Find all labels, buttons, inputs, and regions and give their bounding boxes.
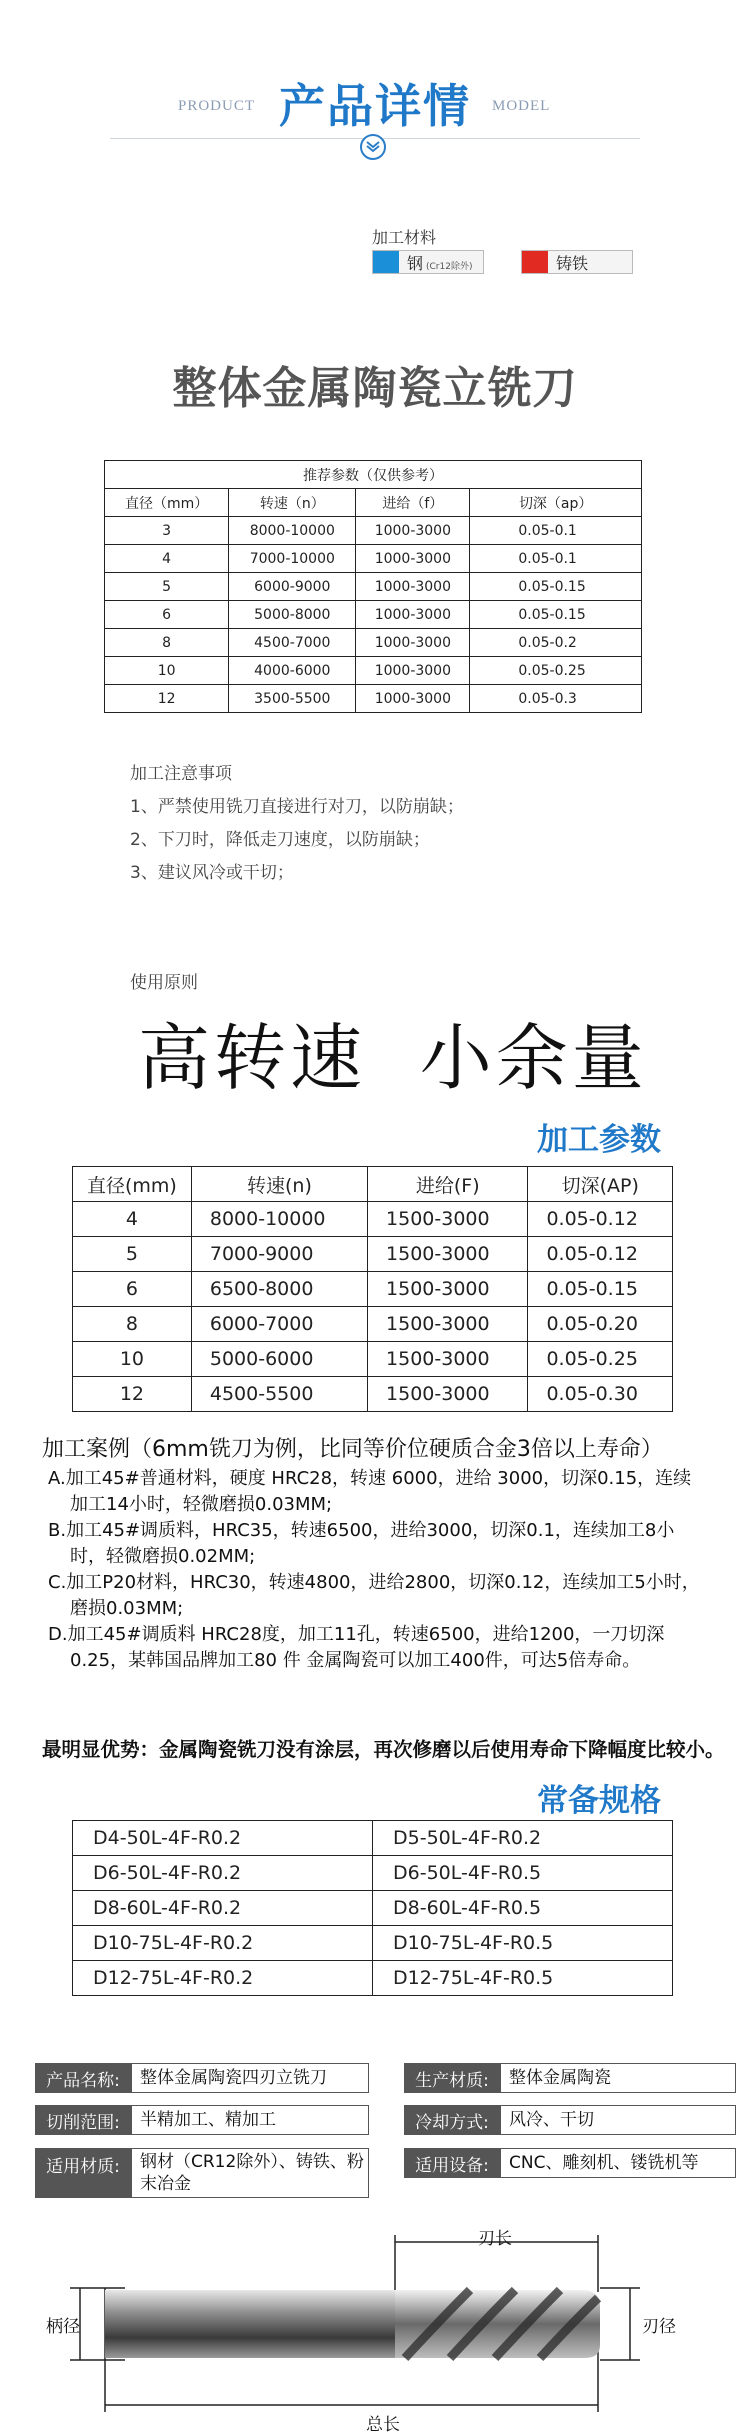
col-header: 转速（n）: [229, 489, 356, 517]
cell: 5: [105, 573, 229, 601]
cell: 0.05-0.20: [528, 1307, 673, 1342]
cell: 1500-3000: [368, 1307, 528, 1342]
note-item: 1、严禁使用铣刀直接进行对刀，以防崩缺；: [130, 797, 464, 817]
notes-block: [130, 758, 464, 890]
cell: 1000-3000: [356, 629, 470, 657]
cell: 6000-7000: [191, 1307, 367, 1342]
chevron-down-icon: [360, 134, 386, 160]
table-row: [105, 629, 642, 657]
table-row: [73, 1926, 673, 1961]
table-row: [105, 601, 642, 629]
blade-length-label: 刃长: [478, 2229, 512, 2249]
table-row: [105, 657, 642, 685]
cell: 1500-3000: [368, 1342, 528, 1377]
table-header-row: [105, 489, 642, 517]
material-chip-cast-iron: [521, 250, 633, 274]
params-table: [72, 1166, 673, 1412]
principle-label: 使用原则: [130, 973, 198, 993]
cell: D8-60L-4F-R0.5: [373, 1891, 673, 1926]
info-cooling: [404, 2105, 736, 2135]
cell: D10-75L-4F-R0.2: [73, 1926, 373, 1961]
blade-dia-label: 刃径: [642, 2317, 676, 2337]
info-value: 整体金属陶瓷: [500, 2063, 736, 2093]
steel-swatch: [373, 251, 399, 273]
cell: 1500-3000: [368, 1272, 528, 1307]
table-row: [73, 1307, 673, 1342]
case-item: C.加工P20材料，HRC30，转速4800，进给2800，切深0.12，连续加工5小时，磨损0.03MM;: [48, 1572, 700, 1619]
cell: 0.05-0.15: [528, 1272, 673, 1307]
cell: D12-75L-4F-R0.5: [373, 1961, 673, 1996]
shank-dia-label: 柄径: [46, 2317, 80, 2337]
col-header: 直径（mm）: [105, 489, 229, 517]
cell: 0.05-0.15: [470, 601, 642, 629]
cell: D6-50L-4F-R0.2: [73, 1856, 373, 1891]
cell: 8000-10000: [191, 1202, 367, 1237]
cell: 0.05-0.12: [528, 1202, 673, 1237]
cell: 0.05-0.1: [470, 517, 642, 545]
info-key: 适用材质:: [35, 2148, 131, 2198]
cell: 5000-6000: [191, 1342, 367, 1377]
col-header: 切深（ap）: [470, 489, 642, 517]
cell: 0.05-0.12: [528, 1237, 673, 1272]
info-equipment: [404, 2148, 736, 2178]
cell: 0.05-0.30: [528, 1377, 673, 1412]
cell: 8: [73, 1307, 192, 1342]
end-mill-diagram: [0, 2210, 750, 2433]
cell: 8: [105, 629, 229, 657]
cell: 1000-3000: [356, 657, 470, 685]
cell: 6500-8000: [191, 1272, 367, 1307]
cell: 3: [105, 517, 229, 545]
info-value: 风冷、干切: [500, 2105, 736, 2135]
note-item: 2、下刀时，降低走刀速度，以防崩缺；: [130, 830, 430, 850]
cell: 0.05-0.25: [470, 657, 642, 685]
table-row: [73, 1272, 673, 1307]
info-cutting-range: [35, 2105, 369, 2135]
table-row: [105, 545, 642, 573]
table-row: [73, 1856, 673, 1891]
info-suitable-material: [35, 2148, 369, 2198]
header-en-left: PRODUCT: [178, 98, 256, 114]
info-product-name: [35, 2063, 369, 2093]
cell: 5000-8000: [229, 601, 356, 629]
product-title: 整体金属陶瓷立铣刀: [172, 363, 578, 414]
specs-table: [72, 1820, 673, 1996]
material-label: 铸铁: [556, 253, 589, 273]
info-value: CNC、雕刻机、镂铣机等: [500, 2148, 736, 2178]
cell: 7000-10000: [229, 545, 356, 573]
cell: 0.05-0.1: [470, 545, 642, 573]
info-value: 半精加工、精加工: [131, 2105, 369, 2135]
cell: D10-75L-4F-R0.5: [373, 1926, 673, 1961]
case-item: B.加工45#调质料，HRC35，转速6500，进给3000，切深0.1，连续加工8小时，轻微磨损0.02MM;: [48, 1520, 675, 1567]
col-header: 进给（f）: [356, 489, 470, 517]
cell: 1000-3000: [356, 685, 470, 713]
specs-title: 常备规格: [537, 1783, 661, 1819]
table-row: [73, 1202, 673, 1237]
col-header: 进给(F): [368, 1167, 528, 1202]
cell: 4: [73, 1202, 192, 1237]
cell: 8000-10000: [229, 517, 356, 545]
cast-iron-swatch: [522, 251, 548, 273]
table-row: [73, 1342, 673, 1377]
col-header: 直径(mm): [73, 1167, 192, 1202]
table-row: [73, 1377, 673, 1412]
cell: 0.05-0.3: [470, 685, 642, 713]
info-key: 切削范围:: [35, 2105, 131, 2135]
info-key: 冷却方式:: [404, 2105, 500, 2135]
cell: 0.05-0.25: [528, 1342, 673, 1377]
cell: 5: [73, 1237, 192, 1272]
table-header-row: [73, 1167, 673, 1202]
case-item: A.加工45#普通材料，硬度 HRC28，转速 6000，进给 3000，切深0.15，连续加工14小时，轻微磨损0.03MM;: [48, 1468, 692, 1515]
info-key: 生产材质:: [404, 2063, 500, 2093]
cell: 6: [73, 1272, 192, 1307]
cell: 12: [105, 685, 229, 713]
cell: 4: [105, 545, 229, 573]
total-length-label: 总长: [366, 2415, 400, 2435]
col-header: 切深(AP): [528, 1167, 673, 1202]
header-en-right: MODEL: [492, 98, 551, 114]
info-key: 产品名称:: [35, 2063, 131, 2093]
material-label: 钢: [407, 253, 424, 273]
params-title: 加工参数: [537, 1122, 661, 1158]
cell: 7000-9000: [191, 1237, 367, 1272]
cell: 1000-3000: [356, 545, 470, 573]
cell: 1500-3000: [368, 1237, 528, 1272]
cell: 12: [73, 1377, 192, 1412]
cell: 10: [73, 1342, 192, 1377]
note-item: 3、建议风冷或干切；: [130, 863, 294, 883]
info-value: 整体金属陶瓷四刃立铣刀: [131, 2063, 369, 2093]
cell: D6-50L-4F-R0.5: [373, 1856, 673, 1891]
principle-slogan: 高转速 小余量: [138, 1016, 648, 1100]
cell: 0.05-0.2: [470, 629, 642, 657]
col-header: 转速(n): [191, 1167, 367, 1202]
cell: D8-60L-4F-R0.2: [73, 1891, 373, 1926]
table-row: [73, 1891, 673, 1926]
recommend-params-table: [104, 460, 642, 713]
info-key: 适用设备:: [404, 2148, 500, 2178]
cases-list: [48, 1466, 708, 1674]
cell: 1000-3000: [356, 573, 470, 601]
table-row: [73, 1821, 673, 1856]
cell: 1500-3000: [368, 1202, 528, 1237]
advantage-text: 最明显优势：金属陶瓷铣刀没有涂层，再次修磨以后使用寿命下降幅度比较小。: [42, 1738, 725, 1761]
cell: 3500-5500: [229, 685, 356, 713]
table-row: [73, 1961, 673, 1996]
cell: 6: [105, 601, 229, 629]
cell: 4000-6000: [229, 657, 356, 685]
cell: D5-50L-4F-R0.2: [373, 1821, 673, 1856]
table-caption-row: [105, 461, 642, 489]
cases-title: 加工案例（6mm铣刀为例，比同等价位硬质合金3倍以上寿命）: [42, 1437, 663, 1462]
cell: 4500-7000: [229, 629, 356, 657]
info-material: [404, 2063, 736, 2093]
table-row: [73, 1237, 673, 1272]
cell: 0.05-0.15: [470, 573, 642, 601]
cell: D4-50L-4F-R0.2: [73, 1821, 373, 1856]
cell: 1000-3000: [356, 601, 470, 629]
materials-title: 加工材料: [372, 228, 437, 247]
cell: 1000-3000: [356, 517, 470, 545]
cell: 1500-3000: [368, 1377, 528, 1412]
cell: 6000-9000: [229, 573, 356, 601]
case-item: D.加工45#调质料 HRC28度，加工11孔，转速6500，进给1200，一刀切深0.25，某韩国品牌加工80 件 金属陶瓷可以加工400件，可达5倍寿命。: [48, 1624, 665, 1671]
table-caption: 推荐参数（仅供参考）: [105, 461, 642, 489]
material-chip-steel: [372, 250, 484, 274]
table-row: [105, 573, 642, 601]
page-title: 产品详情: [279, 79, 471, 133]
cell: 10: [105, 657, 229, 685]
table-row: [105, 517, 642, 545]
info-value: 钢材（CR12除外）、铸铁、粉末冶金: [131, 2148, 369, 2198]
cell: D12-75L-4F-R0.2: [73, 1961, 373, 1996]
table-row: [105, 685, 642, 713]
material-note: (Cr12除外): [426, 261, 473, 272]
notes-title: 加工注意事项: [130, 764, 232, 784]
cell: 4500-5500: [191, 1377, 367, 1412]
